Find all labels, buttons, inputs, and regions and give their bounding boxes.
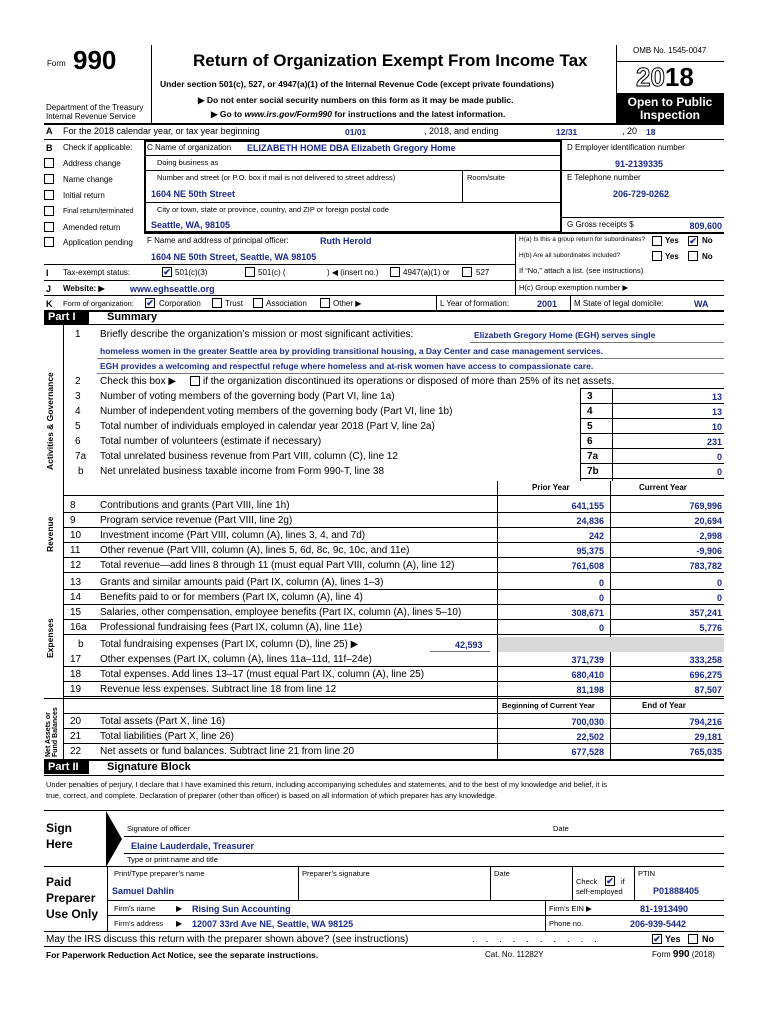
tax-exempt-label: Tax-exempt status: (63, 268, 131, 277)
gov-line-box: 7b (587, 466, 599, 477)
end-year-value[interactable]: 765,035 (689, 747, 722, 757)
corporation-checkbox[interactable]: ✔ (146, 298, 154, 308)
gov-line-text: Total unrelated business revenue from Part VIII, column (C), line 12 (100, 451, 398, 462)
association-checkbox[interactable] (253, 298, 263, 308)
discuss-yes-checkbox[interactable]: ✔ (653, 934, 661, 944)
prior-year-value[interactable]: 24,836 (576, 516, 604, 526)
application-pending-checkbox[interactable] (44, 237, 54, 247)
fin-line-number: 19 (70, 684, 82, 695)
current-year-value[interactable]: 2,998 (699, 531, 722, 541)
discuss-no-label: No (702, 934, 714, 944)
dept-label: Department of the Treasury (46, 103, 144, 112)
firm-ein-value[interactable]: 81-1913490 (640, 904, 689, 914)
end-year-header: End of Year (642, 701, 686, 710)
irs-label: Internal Revenue Service (46, 112, 136, 121)
principal-officer-address[interactable]: 1604 NE 50th Street, Seattle, WA 98105 (151, 252, 317, 262)
side-label-net-assets: Net Assets or Fund Balances (45, 707, 59, 757)
current-year-value[interactable]: 87,507 (694, 685, 722, 695)
line-1-text: Briefly describe the organization’s mission or most significant activities: (100, 329, 414, 340)
initial-return-checkbox[interactable] (44, 190, 54, 200)
trust-checkbox[interactable] (212, 298, 222, 308)
line-2-text-a: Check this box ▶ (100, 376, 177, 387)
prior-year-value[interactable]: 0 (598, 623, 604, 633)
dba-label: Doing business as (157, 158, 219, 167)
amended-return-checkbox[interactable] (44, 222, 54, 232)
fin-line-text: Grants and similar amounts paid (Part IX, column (A), lines 1–3) (100, 577, 384, 588)
form-of-org-label: Form of organization: (63, 299, 134, 308)
current-year-value[interactable]: 696,275 (689, 670, 722, 680)
fin-line-text: Professional fundraising fees (Part IX, column (A), line 11e) (100, 622, 363, 633)
current-year-value[interactable]: 0 (716, 578, 722, 588)
501c3-label: 501(c)(3) (175, 268, 208, 277)
begin-year-value[interactable]: 22,502 (576, 732, 604, 742)
line-2-text-b: if the organization discontinued its operations or disposed of more than 25% of its net assets. (203, 376, 615, 387)
prior-year-value[interactable]: 371,739 (571, 655, 604, 665)
self-employed-label: self-employed (576, 887, 623, 896)
state-domicile-label: M State of legal domicile: (574, 299, 664, 308)
begin-year-value[interactable]: 700,030 (571, 717, 604, 727)
signature-date-label: Date (553, 824, 569, 833)
fin-line-text: Investment income (Part VIII, column (A), lines 3, 4, and 7d) (100, 530, 366, 541)
current-year-value[interactable]: 20,694 (694, 516, 722, 526)
trust-label: Trust (225, 299, 243, 308)
fin-line-number: 15 (70, 607, 82, 618)
gov-line-value[interactable]: 0 (716, 467, 722, 477)
street-value[interactable]: 1604 NE 50th Street (151, 189, 236, 199)
gov-line-value[interactable]: 13 (711, 407, 722, 417)
current-year-value[interactable]: 769,996 (689, 501, 722, 511)
subordinates-note: If “No,” attach a list. (see instructions) (519, 266, 644, 275)
final-return-label: Final return/terminated (63, 208, 134, 215)
telephone-value[interactable]: 206-729-0262 (613, 189, 670, 199)
address-change-checkbox[interactable] (44, 158, 54, 168)
net-line-text: Total assets (Part X, line 16) (100, 716, 226, 727)
open-to-public-banner: Open to Public Inspection (616, 93, 724, 123)
principal-officer-name[interactable]: Ruth Herold (320, 236, 372, 246)
tax-year-end-yr[interactable]: 18 (646, 127, 656, 137)
part-ii-tag: Part II (44, 761, 89, 774)
firm-address-arrow: ▶ (176, 919, 183, 928)
501c-checkbox[interactable] (245, 267, 255, 277)
gov-line-text: Number of voting members of the governing body (Part VI, line 1a) (100, 391, 395, 402)
end-year-value[interactable]: 29,181 (694, 732, 722, 742)
line-a-text: For the 2018 calendar year, or tax year beginning (63, 126, 260, 136)
subordinates-question: H(b) Are all subordinates included? (519, 252, 621, 259)
line-a-yr-label: , 20 (622, 126, 638, 136)
gov-line-box: 5 (587, 421, 593, 432)
group-return-yes-checkbox[interactable] (652, 236, 662, 246)
gov-line-value[interactable]: 0 (716, 452, 722, 462)
fin-line-text: Revenue less expenses. Subtract line 18 from line 12 (100, 684, 337, 695)
subordinates-yes-label: Yes (665, 252, 679, 261)
form-subtitle: Under section 501(c), 527, or 4947(a)(1) of the Internal Revenue Code (except private foundations) (160, 79, 554, 89)
group-return-no-label: No (702, 236, 713, 245)
discuss-yes-label: Yes (665, 934, 681, 944)
print-name-label: Print/Type preparer’s name (114, 869, 205, 878)
net-line-text: Total liabilities (Part X, line 26) (100, 731, 234, 742)
ein-value[interactable]: 91-2139335 (615, 159, 664, 169)
line-16b-text: Total fundraising expenses (Part IX, column (D), line 25) ▶ (100, 639, 359, 650)
4947-checkbox[interactable] (390, 267, 400, 277)
fin-line-number: 13 (70, 577, 82, 588)
preparer-name-value[interactable]: Samuel Dahlin (112, 886, 175, 896)
prior-year-value[interactable]: 242 (588, 531, 604, 541)
paperwork-notice: For Paperwork Reduction Act Notice, see the separate instructions. (46, 950, 319, 960)
signature-officer-label: Signature of officer (127, 824, 190, 833)
group-return-yes-label: Yes (665, 236, 679, 245)
city-label: City or town, state or province, country, and ZIP or foreign postal code (157, 205, 389, 214)
tax-year-begin[interactable]: 01/01 (345, 127, 367, 137)
mission-line-2[interactable]: homeless women in the greater Seattle area by providing transitional housing, a Day Center and case management services. (100, 346, 604, 356)
fin-line-number: 11 (70, 545, 81, 556)
subordinates-no-checkbox[interactable] (688, 251, 698, 261)
gross-receipts-label: G Gross receipts $ (567, 220, 634, 229)
gov-line-text: Total number of individuals employed in calendar year 2018 (Part V, line 2a) (100, 421, 435, 432)
current-year-value[interactable]: -9,906 (696, 546, 722, 556)
527-label: 527 (476, 268, 490, 277)
firm-ein-label: Firm’s EIN ▶ (549, 904, 592, 913)
fin-line-text: Program service revenue (Part VIII, line 2g) (100, 515, 293, 526)
part-i-tag: Part I (44, 311, 89, 324)
fin-line-number: 9 (70, 515, 76, 526)
fin-line-number: 18 (70, 669, 82, 680)
perjury-statement-2: true, correct, and complete. Declaration of preparer (other than officer) is based on all information of which preparer has any knowledge. (46, 791, 497, 800)
subordinates-no-label: No (702, 252, 713, 261)
street-label: Number and street (or P.O. box if mail is not delivered to street address) (157, 173, 396, 182)
state-domicile-value[interactable]: WA (694, 299, 709, 309)
gov-line-text: Number of independent voting members of the governing body (Part VI, line 1b) (100, 406, 453, 417)
tax-year: 2018 (636, 62, 694, 92)
sign-here-arrow (106, 811, 124, 867)
group-return-question: H(a) Is this a group return for subordinates? (519, 236, 646, 243)
501c3-checkbox[interactable]: ✔ (163, 267, 171, 277)
line-a-mid: , 2018, and ending (424, 126, 499, 136)
fin-line-text: Benefits paid to or for members (Part IX, column (A), line 4) (100, 592, 363, 603)
final-return-checkbox[interactable] (44, 206, 54, 216)
fin-line-text: Total revenue—add lines 8 through 11 (must equal Part VIII, column (A), line 12) (100, 560, 455, 571)
begin-year-header: Beginning of Current Year (502, 701, 595, 710)
line-16b-value[interactable]: 42,593 (455, 640, 483, 650)
prior-year-value[interactable]: 81,198 (576, 685, 604, 695)
gov-line-number: b (78, 466, 84, 477)
name-change-checkbox[interactable] (44, 174, 54, 184)
self-employed-checkbox[interactable]: ✔ (606, 876, 614, 886)
gov-line-box: 6 (587, 436, 593, 447)
org-name-label: C Name of organization (147, 143, 232, 152)
prior-year-value[interactable]: 641,155 (571, 501, 604, 511)
part-i-title: Summary (107, 311, 158, 323)
gov-line-box: 7a (587, 451, 599, 462)
fin-line-number: 16a (70, 622, 87, 633)
form-title: Return of Organization Exempt From Income Tax (193, 51, 588, 70)
line-a-label: A (46, 126, 53, 136)
use-only-label: Use Only (46, 907, 99, 921)
firm-address-value[interactable]: 12007 33rd Ave NE, Seattle, WA 98125 (192, 919, 354, 929)
gov-line-value[interactable]: 231 (706, 437, 722, 447)
fin-line-number: 12 (70, 560, 82, 571)
mission-line-3[interactable]: EGH provides a welcoming and respectful refuge where homeless and at-risk women have access to compassionate care. (100, 361, 594, 371)
fin-line-number: 10 (70, 530, 82, 541)
corporation-label: Corporation (159, 299, 201, 308)
gross-receipts-value[interactable]: 809,600 (689, 221, 722, 231)
gov-line-box: 4 (587, 406, 593, 417)
association-label: Association (266, 299, 307, 308)
amended-return-label: Amended return (63, 223, 121, 232)
line-i-label: I (46, 268, 49, 278)
preparer-label: Preparer (46, 891, 96, 905)
firm-name-label: Firm’s name (114, 904, 156, 913)
fin-line-text: Other revenue (Part VIII, column (A), lines 5, 6d, 8c, 9c, 10c, and 11e) (100, 545, 410, 556)
form-label: Form (47, 59, 66, 68)
line-1-number: 1 (75, 329, 81, 340)
prior-year-value[interactable]: 680,410 (571, 670, 604, 680)
mission-line-1[interactable]: Elizabeth Gregory Home (EGH) serves single (474, 330, 656, 340)
current-year-value[interactable]: 5,776 (699, 623, 722, 633)
net-line-number: 21 (70, 731, 82, 742)
line-b-label: B (46, 143, 53, 153)
line-16b-number: b (78, 639, 84, 650)
year-formation-value[interactable]: 2001 (537, 299, 558, 309)
city-value[interactable]: Seattle, WA, 98105 (151, 220, 231, 230)
line-2-number: 2 (75, 376, 81, 387)
name-change-label: Name change (63, 175, 113, 184)
check-if-applicable: Check if applicable: (63, 143, 133, 152)
fin-line-text: Other expenses (Part IX, column (A), lines 11a–11d, 11f–24e) (100, 654, 372, 665)
501c-label: 501(c) ( (258, 268, 286, 277)
net-line-number: 22 (70, 746, 82, 757)
net-line-number: 20 (70, 716, 82, 727)
address-change-label: Address change (63, 159, 121, 168)
other-checkbox[interactable] (320, 298, 330, 308)
ein-label: D Employer identification number (567, 143, 685, 152)
discuss-question: May the IRS discuss this return with the preparer shown above? (see instructions) (46, 934, 409, 945)
insert-no-label: ) ◀ (insert no.) (327, 268, 379, 277)
initial-return-label: Initial return (63, 191, 105, 200)
instructions-notice: ▶ Go to www.irs.gov/Form990 for instructions and the latest information. (211, 109, 506, 119)
footer-form-id: Form 990 (2018) (652, 949, 715, 960)
other-label: Other ▶ (333, 299, 362, 308)
prior-year-value[interactable]: 95,375 (576, 546, 604, 556)
current-year-value[interactable]: 357,241 (689, 608, 722, 618)
ptin-value[interactable]: P01888405 (653, 886, 700, 896)
here-label: Here (46, 837, 73, 851)
firm-name-value[interactable]: Rising Sun Accounting (192, 904, 291, 914)
firm-phone-value[interactable]: 206-939-5442 (630, 919, 687, 929)
current-year-value[interactable]: 0 (716, 593, 722, 603)
net-line-text: Net assets or fund balances. Subtract line 21 from line 20 (100, 746, 355, 757)
sign-label: Sign (46, 821, 72, 835)
omb-number: OMB No. 1545-0047 (633, 46, 707, 55)
current-year-value[interactable]: 783,782 (689, 561, 722, 571)
firm-name-arrow: ▶ (176, 904, 183, 913)
preparer-date-label: Date (494, 869, 510, 878)
if-label: if (621, 877, 625, 886)
gov-line-box: 3 (587, 391, 593, 402)
gov-line-number: 6 (75, 436, 81, 447)
website-value[interactable]: www.eghseattle.org (130, 284, 215, 294)
prior-year-header: Prior Year (532, 483, 570, 492)
discontinued-ops-checkbox[interactable] (190, 376, 200, 386)
subordinates-yes-checkbox[interactable] (652, 251, 662, 261)
room-label: Room/suite (467, 173, 505, 182)
ptin-label: PTIN (638, 869, 656, 878)
group-return-no-checkbox[interactable]: ✔ (689, 236, 697, 246)
gov-line-number: 5 (75, 421, 81, 432)
side-label-activities: Activities & Governance (45, 372, 55, 470)
application-pending-label: Application pending (63, 238, 133, 247)
4947-label: 4947(a)(1) or (403, 268, 450, 277)
fin-line-number: 17 (70, 654, 82, 665)
cat-number: Cat. No. 11282Y (485, 950, 544, 959)
fin-line-text: Salaries, other compensation, employee benefits (Part IX, column (A), lines 5–10) (100, 607, 462, 618)
prior-year-value[interactable]: 0 (598, 593, 604, 603)
begin-year-value[interactable]: 677,528 (571, 747, 604, 757)
fin-line-number: 14 (70, 592, 82, 603)
website-label: Website: ▶ (63, 284, 105, 293)
fin-line-text: Total expenses. Add lines 13–17 (must equal Part IX, column (A), line 25) (100, 669, 425, 680)
year-formation-label: L Year of formation: (440, 299, 510, 308)
discuss-no-checkbox[interactable] (688, 934, 698, 944)
form-number: 990 (73, 45, 117, 75)
perjury-statement-1: Under penalties of perjury, I declare that I have examined this return, including accompanying schedules and statements, and to the best of my knowledge and belief, it is (46, 780, 608, 789)
discuss-dots: . . . . . . . . . . (472, 934, 601, 945)
prior-year-value[interactable]: 0 (598, 578, 604, 588)
gov-line-number: 7a (75, 451, 87, 462)
gov-line-text: Total number of volunteers (estimate if necessary) (100, 436, 322, 447)
fin-line-number: 8 (70, 500, 76, 511)
side-label-expenses: Expenses (45, 618, 55, 658)
check-label: Check (576, 877, 598, 886)
org-name-value[interactable]: ELIZABETH HOME DBA Elizabeth Gregory Home (247, 143, 456, 153)
officer-name-title[interactable]: Elaine Lauderdale, Treasurer (131, 841, 255, 851)
current-year-value[interactable]: 333,258 (689, 655, 722, 665)
part-ii-title: Signature Block (107, 761, 191, 773)
ssn-notice: ▶ Do not enter social security numbers on this form as it may be made public. (198, 95, 514, 105)
gov-line-value[interactable]: 13 (711, 392, 722, 402)
tax-year-end[interactable]: 12/31 (556, 127, 578, 137)
gov-line-value[interactable]: 10 (711, 422, 722, 432)
fin-line-text: Contributions and grants (Part VIII, line 1h) (100, 500, 290, 511)
side-label-revenue: Revenue (45, 516, 55, 552)
current-year-header: Current Year (639, 483, 687, 492)
prior-year-value[interactable]: 761,608 (571, 561, 604, 571)
type-name-label: Type or print name and title (127, 855, 218, 864)
gov-line-text: Net unrelated business taxable income from Form 990-T, line 38 (100, 466, 385, 477)
gov-line-number: 4 (75, 406, 81, 417)
line-k-label: K (46, 299, 53, 309)
phone-no-label: Phone no. (549, 919, 584, 928)
527-checkbox[interactable] (462, 267, 472, 277)
paid-label: Paid (46, 875, 72, 889)
group-exemption-label: H(c) Group exemption number ▶ (519, 283, 629, 292)
irs-link[interactable]: www.irs.gov/Form990 (244, 109, 332, 119)
firm-address-label: Firm’s address (114, 919, 164, 928)
prior-year-value[interactable]: 308,671 (571, 608, 604, 618)
line-j-label: J (46, 284, 52, 294)
telephone-label: E Telephone number (567, 173, 641, 182)
principal-officer-label: F Name and address of principal officer: (147, 236, 289, 245)
preparer-signature-label: Preparer’s signature (302, 869, 370, 878)
end-year-value[interactable]: 794,216 (689, 717, 722, 727)
gov-line-number: 3 (75, 391, 81, 402)
